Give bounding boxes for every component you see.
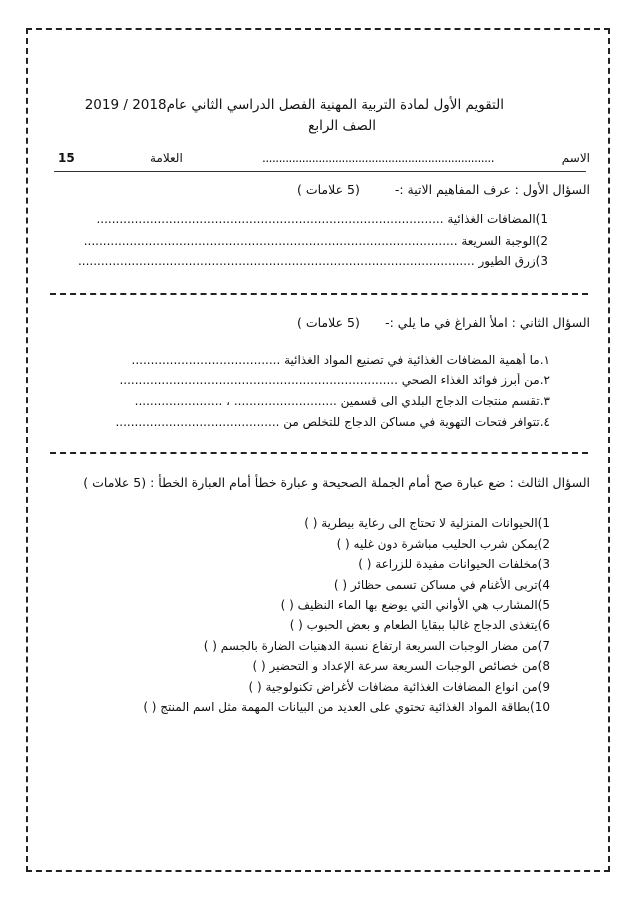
section-divider-2 xyxy=(50,452,588,454)
name-label: الاسم xyxy=(561,151,590,165)
q3-item-2: 2)يمكن شرب الحليب مباشرة دون غليه ( ) xyxy=(336,537,550,551)
exam-title: التقويم الأول لمادة التربية المهنية الفصل الدراسي الثاني عام2018 / 2019 xyxy=(84,97,504,113)
q3-item-8: 8)من خصائص الوجبات السريعة سرعة الإعداد و التحضير ( ) xyxy=(252,659,550,673)
q3-item-3: 3)مخلفات الحيوانات مفيدة للزراعة ( ) xyxy=(358,557,550,571)
q1-item-2: 2)الوجبة السريعة .................................................................................................. xyxy=(83,234,548,248)
q2-item-2: ٢.من أبرز فوائد الغذاء الصحي ......................................................................... xyxy=(119,373,550,387)
q2-item-1: ١.ما أهمية المضافات الغذائية في تصنيع المواد الغذائية ....................................... xyxy=(131,353,550,367)
q3-item-1: 1)الحيوانات المنزلية لا تحتاج الى رعاية بيطرية ( ) xyxy=(304,516,550,530)
q1-marks: (5 علامات ) xyxy=(297,182,360,197)
q3-item-10: 10)بطاقة المواد الغذائية تحتوي على العديد من البيانات المهمة مثل اسم المنتج ( ) xyxy=(143,700,550,714)
section-divider-1 xyxy=(50,293,588,295)
q3-title: السؤال الثالث : ضع عبارة صح أمام الجملة الصحيحة و عبارة خطأ أمام العبارة الخطأ : (5 علامات ) xyxy=(83,475,590,490)
q2-item-4: ٤.تتوافر فتحات التهوية في مساكن الدجاج للتخلص من ........................................... xyxy=(115,415,550,429)
grade-label: الصف الرابع xyxy=(308,118,376,134)
q3-item-9: 9)من انواع المضافات الغذائية مضافات لأغراض تكنولوجية ( ) xyxy=(248,680,550,694)
q3-item-4: 4)تربى الأغنام في مساكن تسمى حظائر ( ) xyxy=(333,578,550,592)
q3-item-5: 5)المشارب هي الأواني التي يوضع بها الماء النظيف ( ) xyxy=(280,598,550,612)
q3-item-6: 6)يتغذى الدجاج غالبا ببقايا الطعام و بعض الحبوب ( ) xyxy=(289,618,550,632)
header-divider xyxy=(54,171,586,172)
q1-title: السؤال الأول : عرف المفاهيم الاتية :- xyxy=(394,182,590,197)
q2-title: السؤال الثاني : املأ الفراغ في ما يلي :- xyxy=(385,315,590,330)
q1-item-1: 1)المضافات الغذائية ........................................................................................... xyxy=(96,212,548,226)
name-dots[interactable]: ...................................................................... xyxy=(262,151,495,165)
mark-label: العلامة xyxy=(150,151,183,165)
q2-marks: (5 علامات ) xyxy=(297,315,360,330)
mark-value: 15 xyxy=(58,151,75,165)
q3-item-7: 7)من مضار الوجبات السريعة ارتفاع نسبة الدهنيات الضارة بالجسم ( ) xyxy=(203,639,550,653)
q2-item-3: ٣.تقسم منتجات الدجاج البلدي الى قسمين ........................... ، ....................... xyxy=(134,394,550,408)
q1-item-3: 3)زرق الطيور ........................................................................................................ xyxy=(77,254,548,268)
